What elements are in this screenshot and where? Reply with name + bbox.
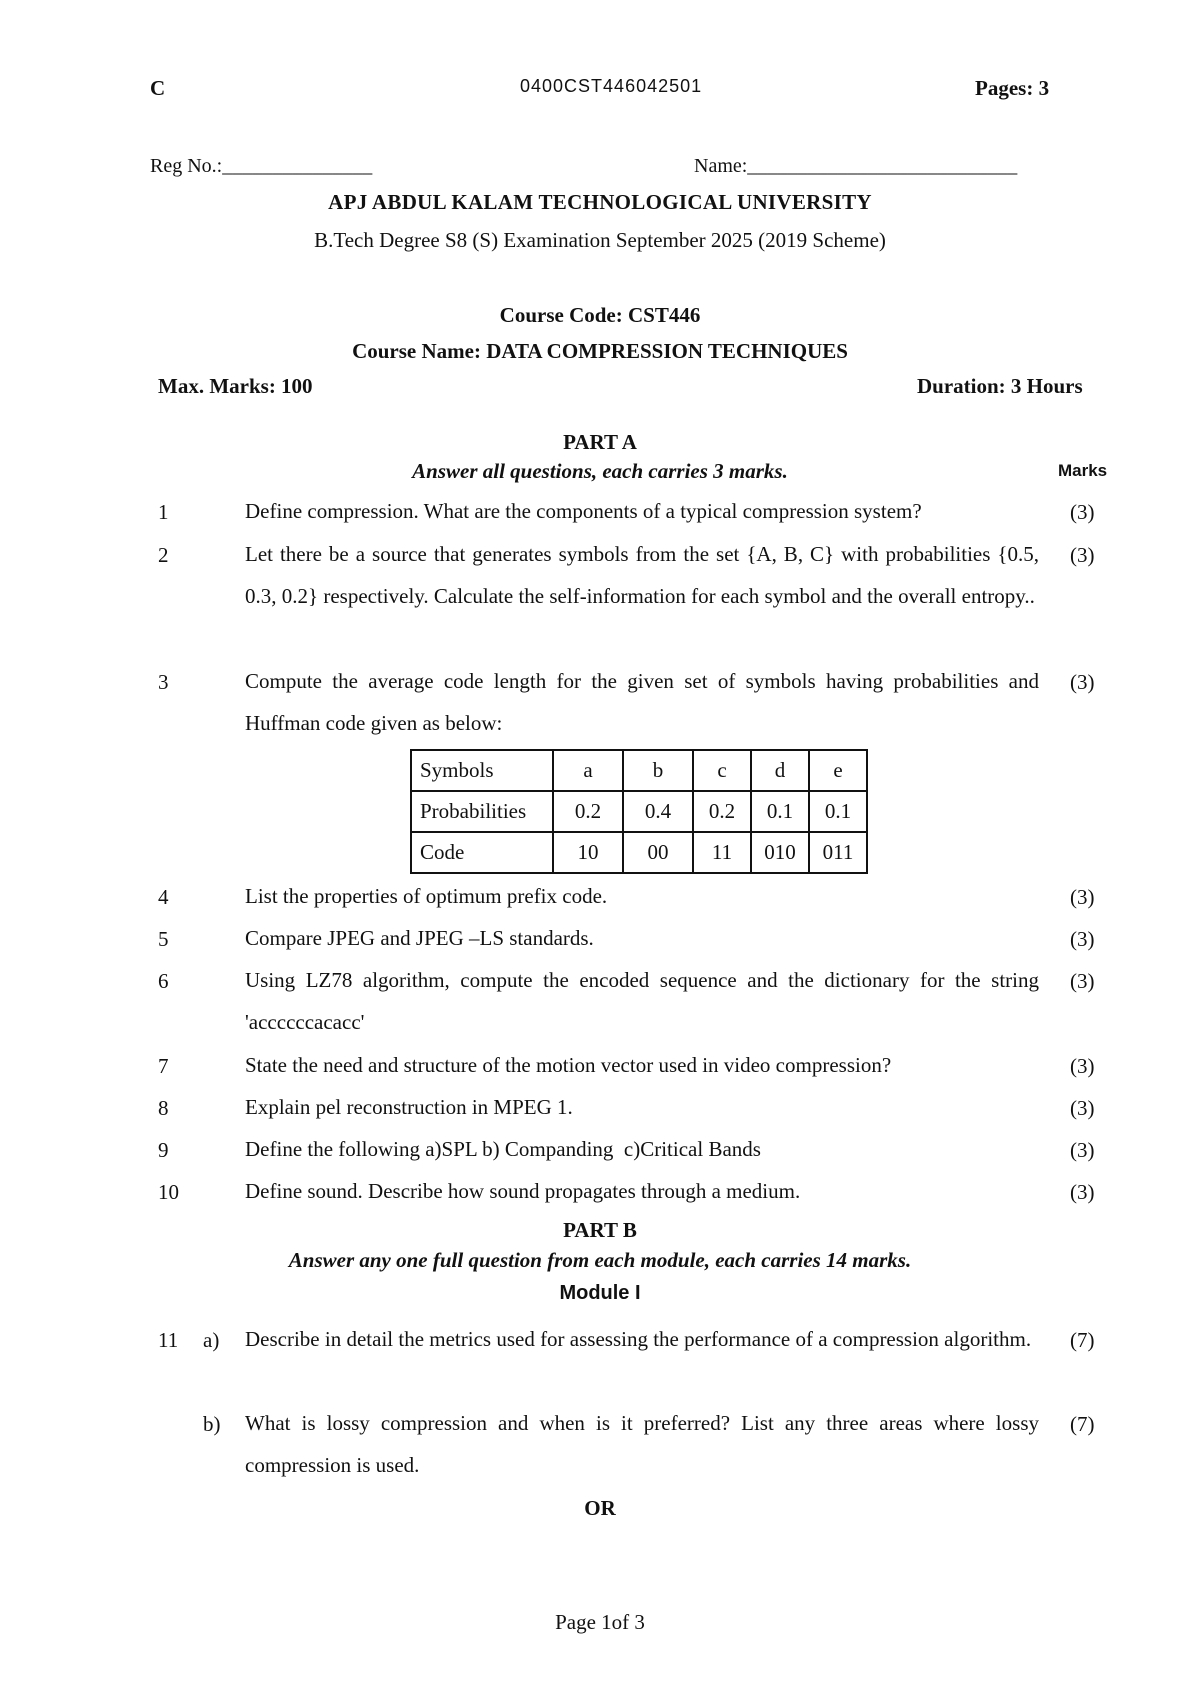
- question-number: 10: [158, 1180, 179, 1204]
- page-footer: Page 1of 3: [555, 1610, 645, 1634]
- question-text: Let there be a source that generates symbols from the set {A, B, C} with probabilities {0.5, 0.3, 0.2} respectively. Calculate the self-information for each symbol and the overall entropy..: [245, 542, 1039, 608]
- question-marks: (3): [1070, 1054, 1095, 1078]
- reg-no-field: Reg No.:_______________: [150, 155, 373, 177]
- table-cell: 0.4: [623, 791, 693, 832]
- subquestion-label: b): [203, 1412, 221, 1436]
- huffman-code-table: [410, 749, 868, 874]
- table-cell: 11: [693, 832, 751, 873]
- table-cell: 010: [751, 832, 809, 873]
- table-cell: b: [623, 750, 693, 791]
- question-text: Compute the average code length for the given set of symbols having probabilities and Huffman code given as below:: [245, 669, 1039, 735]
- table-row: [411, 791, 867, 832]
- table-cell: 00: [623, 832, 693, 873]
- table-cell: a: [553, 750, 623, 791]
- question-text: Define sound. Describe how sound propagates through a medium.: [245, 1179, 801, 1203]
- question-text: Explain pel reconstruction in MPEG 1.: [245, 1095, 573, 1119]
- table-cell: 10: [553, 832, 623, 873]
- table-cell: 0.1: [751, 791, 809, 832]
- question-number: 6: [158, 969, 169, 993]
- table-cell: 0.2: [553, 791, 623, 832]
- exam-title: B.Tech Degree S8 (S) Examination September 2025 (2019 Scheme): [314, 228, 886, 252]
- university-name: APJ ABDUL KALAM TECHNOLOGICAL UNIVERSITY: [328, 190, 872, 214]
- question-marks: (3): [1070, 1096, 1095, 1120]
- question-number: 9: [158, 1138, 169, 1162]
- table-cell: d: [751, 750, 809, 791]
- question-marks: (3): [1070, 500, 1095, 524]
- question-marks: (3): [1070, 885, 1095, 909]
- part-a-instruction: Answer all questions, each carries 3 marks.: [412, 459, 788, 483]
- question-text: What is lossy compression and when is it preferred? List any three areas where lossy compression is used.: [245, 1411, 1039, 1477]
- question-text: List the properties of optimum prefix code.: [245, 884, 608, 908]
- part-a-title: PART A: [563, 430, 637, 454]
- question-number: 8: [158, 1096, 169, 1120]
- question-text: Compare JPEG and JPEG –LS standards.: [245, 926, 594, 950]
- table-cell: 0.2: [693, 791, 751, 832]
- table-cell: Symbols: [411, 750, 553, 791]
- table-row: [411, 832, 867, 873]
- question-number: 11: [158, 1328, 179, 1352]
- question-text: State the need and structure of the motion vector used in video compression?: [245, 1053, 892, 1077]
- question-number: 1: [158, 500, 169, 524]
- table-row: [411, 750, 867, 791]
- question-number: 4: [158, 885, 169, 909]
- paper-code: 0400CST446042501: [520, 76, 703, 96]
- course-code: Course Code: CST446: [499, 303, 701, 327]
- question-marks: (3): [1070, 543, 1095, 567]
- question-marks: (3): [1070, 927, 1095, 951]
- question-marks: (3): [1070, 969, 1095, 993]
- table-cell: c: [693, 750, 751, 791]
- table-cell: Code: [411, 832, 553, 873]
- table-cell: 0.1: [809, 791, 867, 832]
- name-field: Name:___________________________: [694, 155, 1018, 177]
- part-b-instruction: Answer any one full question from each module, each carries 14 marks.: [288, 1248, 912, 1272]
- question-number: 3: [158, 670, 169, 694]
- table-cell: e: [809, 750, 867, 791]
- question-number: 5: [158, 927, 169, 951]
- question-marks: (3): [1070, 670, 1095, 694]
- max-marks: Max. Marks: 100: [158, 374, 313, 398]
- question-marks: (3): [1070, 1138, 1095, 1162]
- question-text: Using LZ78 algorithm, compute the encoded sequence and the dictionary for the string 'accccccacacc': [245, 968, 1039, 1034]
- part-b-title: PART B: [563, 1218, 637, 1242]
- question-text: Define compression. What are the components of a typical compression system?: [245, 499, 922, 523]
- table-cell: 011: [809, 832, 867, 873]
- table-cell: Probabilities: [411, 791, 553, 832]
- series-letter: C: [150, 76, 166, 100]
- question-marks: (7): [1070, 1412, 1095, 1436]
- question-text: Define the following a)SPL b) Companding c)Critical Bands: [245, 1137, 761, 1161]
- course-name: Course Name: DATA COMPRESSION TECHNIQUES: [352, 339, 848, 363]
- question-marks: (7): [1070, 1328, 1095, 1352]
- pages-count: Pages: 3: [975, 76, 1050, 100]
- subquestion-label: a): [203, 1328, 220, 1352]
- module-heading: Module I: [559, 1282, 641, 1304]
- question-marks: (3): [1070, 1180, 1095, 1204]
- or-separator: OR: [584, 1496, 616, 1520]
- question-number: 2: [158, 543, 169, 567]
- marks-header: Marks: [1058, 461, 1108, 480]
- question-text: Describe in detail the metrics used for assessing the performance of a compression algorithm.: [245, 1327, 1032, 1351]
- duration: Duration: 3 Hours: [917, 374, 1083, 398]
- question-number: 7: [158, 1054, 169, 1078]
